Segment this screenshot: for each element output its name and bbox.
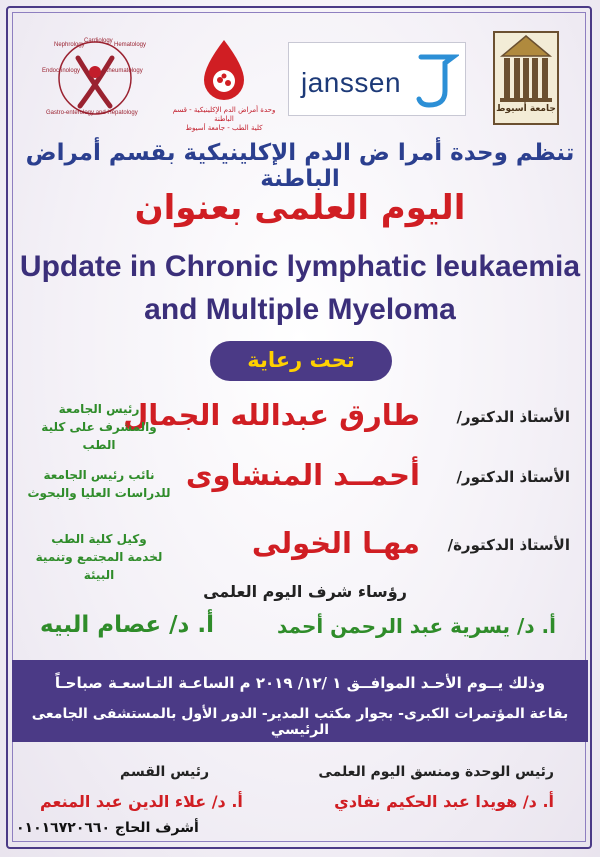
patron-role-line2: للدراسات العليا والبحوث: [27, 486, 171, 500]
label-rheumatology: Rheumatology: [104, 68, 143, 74]
patron-title: الأستاذ الدكتور/: [456, 468, 570, 486]
janssen-j-icon: [415, 51, 459, 109]
patron-row: [140, 524, 570, 568]
honorary-chair-2: أ. د/ عصام البيه: [40, 612, 214, 638]
unit-head-name: أ. د/ هويدا عبد الحكيم نفادي: [334, 792, 554, 811]
scientific-day-title: اليوم العلمى بعنوان: [134, 188, 466, 228]
hematology-caption-line1: وحدة أمراض الدم الإكلينيكية - قسم الباطنة: [172, 106, 276, 123]
department-head-name: أ. د/ علاء الدين عبد المنعم: [40, 792, 243, 811]
patron-name: طارق عبدالله الجمال: [123, 398, 420, 432]
patronage-badge: [210, 341, 392, 381]
patronage-label: تحت رعاية: [247, 348, 355, 372]
patron-role: [24, 400, 174, 454]
event-details-banner: [12, 660, 588, 742]
assiut-logo-text: جامعة أسيوط: [496, 104, 556, 114]
patron-name: مهـا الخولى: [251, 526, 420, 560]
event-date-time: وذلك يــوم الأحـد الموافــق ١ /١٢/ ٢٠١٩ م الساعـة التـاسعـة صباحـاً: [54, 674, 546, 692]
label-hematology: Hematology: [114, 42, 147, 48]
patron-role-line1: نائب رئيس الجامعة: [43, 468, 155, 482]
patron-role: [24, 466, 174, 502]
hematology-caption: [172, 106, 276, 133]
organizer-line: تنظم وحدة أمرا ض الدم الإكلينيكية بقسم أمراض الباطنة: [25, 140, 575, 192]
patron-row: [123, 396, 570, 440]
patron-role-line2: والمشرف على كلية الطب: [41, 420, 157, 452]
topic-line-2: and Multiple Myeloma: [144, 293, 456, 326]
patron-title: الأستاذ الدكتورة/: [447, 536, 570, 554]
hematology-caption-line2: كلية الطب - جامعة أسيوط: [185, 124, 263, 132]
janssen-wordmark: janssen: [301, 67, 402, 98]
footer-supervision: أشرف الحاج ٠١٠١٦٧٢٠٦٦٠: [16, 820, 199, 836]
patron-role: [24, 530, 174, 584]
label-endocrinology: Endocrinology: [42, 68, 81, 74]
label-nephrology: Nephrology: [54, 42, 85, 48]
internal-medicine-logo: [40, 36, 150, 120]
honorary-chair-1: أ. د/ يسرية عبد الرحمن أحمد: [276, 614, 556, 638]
patron-title: الأستاذ الدكتور/: [456, 408, 570, 426]
assiut-university-logo: [492, 30, 560, 126]
patron-role-line1: وكيل كلية الطب: [51, 532, 147, 546]
janssen-logo: [288, 42, 466, 116]
topic-line-1: Update in Chronic lymphatic leukaemia: [19, 250, 581, 283]
department-head-title: رئيس القسم: [120, 764, 210, 780]
event-venue: بقاعة المؤتمرات الكبرى- بجوار مكتب المدير- الدور الأول بالمستشفى الجامعى الرئيسي: [31, 706, 569, 738]
hematology-unit-logo: [172, 36, 276, 132]
unit-head-title: رئيس الوحدة ومنسق اليوم العلمى: [318, 764, 554, 780]
patron-name: أحمــد المنشاوى: [185, 458, 420, 492]
label-cardiology: Cardiology: [84, 38, 113, 44]
patron-row: [140, 456, 570, 500]
honorary-chairs-heading: رؤساء شرف اليوم العلمى: [203, 582, 407, 601]
patron-role-line2: لخدمة المجتمع وتنمية البيئة: [35, 550, 163, 582]
label-gastroenterology: Gastro-enterology and Hepatology: [46, 110, 138, 116]
patron-role-line1: رئيس الجامعة: [58, 402, 140, 416]
